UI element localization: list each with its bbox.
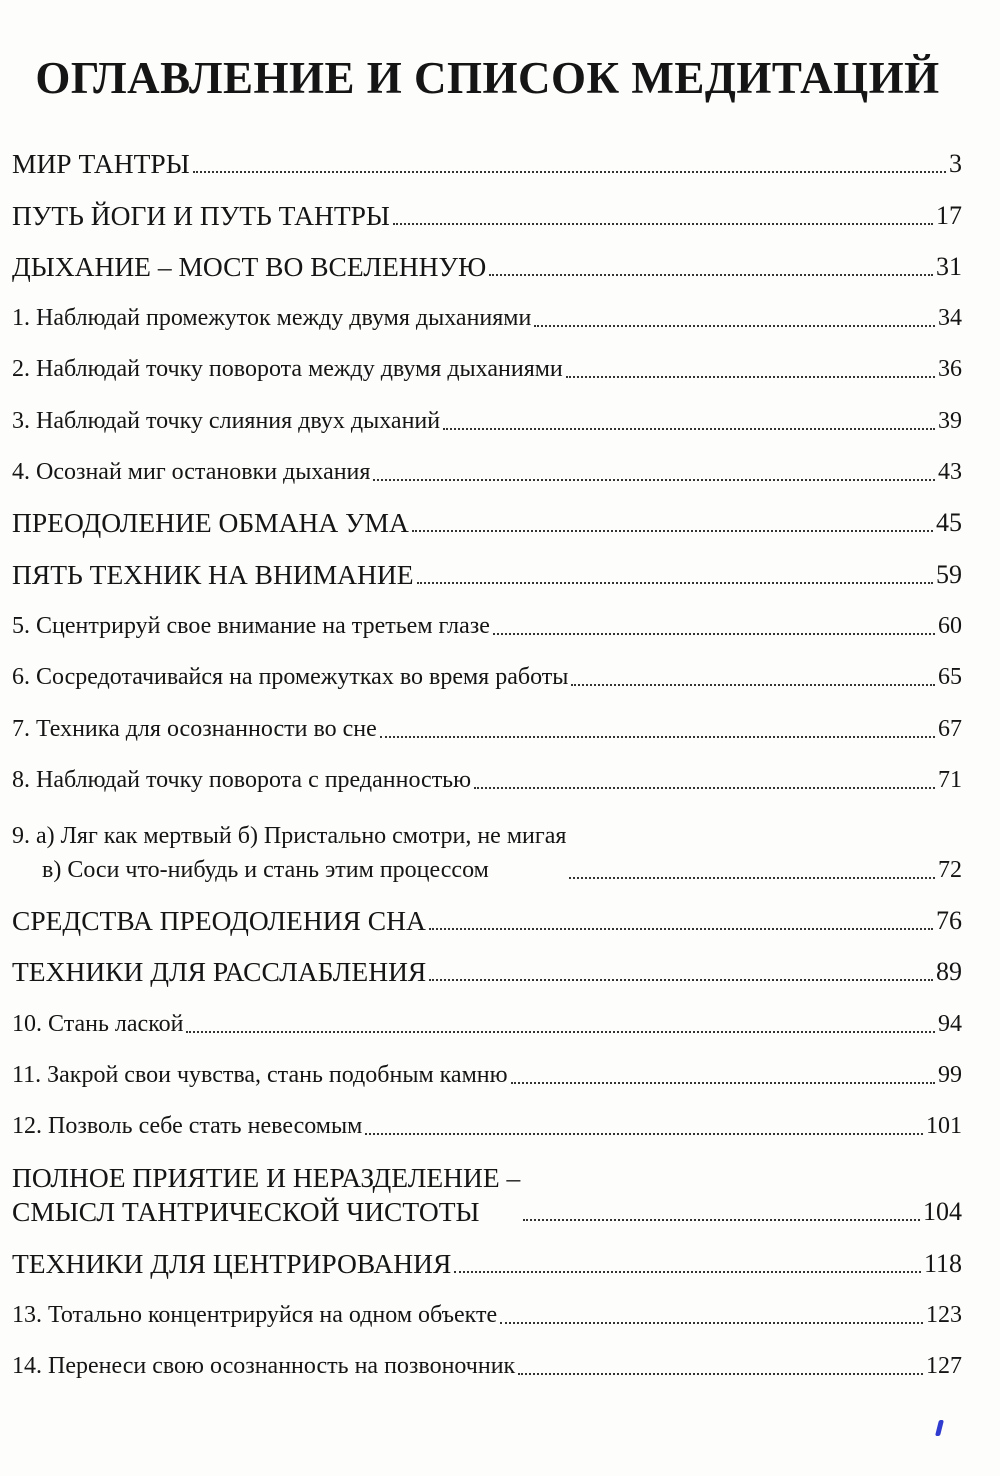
page-number: 76: [936, 906, 962, 936]
entry-title: [12, 1007, 183, 1041]
dot-leader: [571, 684, 935, 686]
entry-title: [12, 506, 409, 540]
page-number: 101: [926, 1113, 962, 1140]
entry-title-line: 6. Сосредотачивайся на промежутках во время работы: [12, 664, 569, 691]
entry-title-line: 7. Техника для осознанности во сне: [12, 715, 377, 742]
toc-meditation-entry[interactable]: [12, 1102, 962, 1153]
entry-title: [12, 1058, 508, 1092]
dot-leader: [454, 1271, 921, 1273]
entry-title-line: 14. Перенеси свою осознанность на позвоночник: [12, 1353, 516, 1380]
toc-meditation-entry[interactable]: [12, 448, 962, 499]
toc-meditation-entry[interactable]: [12, 999, 962, 1050]
pen-mark: [935, 1420, 944, 1436]
entry-title: [12, 558, 414, 592]
dot-leader: [489, 274, 933, 276]
page-number: 3: [949, 149, 962, 179]
page-number: 72: [938, 856, 962, 883]
entry-title: [12, 199, 390, 233]
page-number: 39: [938, 407, 962, 434]
dot-leader: [493, 633, 935, 635]
page-number: 94: [938, 1010, 962, 1037]
entry-title: [12, 609, 490, 643]
dot-leader: [566, 376, 935, 378]
page-number: 65: [938, 664, 962, 691]
toc-meditation-entry[interactable]: [12, 1291, 962, 1342]
entry-title: [12, 763, 471, 797]
page-number: 123: [926, 1301, 962, 1328]
dot-leader: [417, 582, 933, 584]
entry-title-line: в) Соси что-нибудь и стань этим процессом: [42, 856, 489, 883]
page-number: 43: [938, 459, 962, 486]
dot-leader: [500, 1322, 923, 1324]
entry-title-line: ПОЛНОЕ ПРИЯТИЕ И НЕРАЗДЕЛЕНИЕ –: [12, 1162, 521, 1194]
toc-section-entry[interactable]: [12, 948, 962, 999]
entry-title-line: 2. Наблюдай точку поворота между двумя дыханиями: [12, 356, 563, 383]
toc-meditation-entry[interactable]: [12, 396, 962, 447]
entry-title-line: 3. Наблюдай точку слияния двух дыханий: [12, 407, 441, 434]
entry-title-line: СМЫСЛ ТАНТРИЧЕСКОЙ ЧИСТОТЫ: [12, 1196, 480, 1228]
entry-title: [12, 1109, 362, 1143]
page-number: 60: [938, 612, 962, 639]
page-number: 34: [938, 305, 962, 332]
entry-title-line: ДЫХАНИЕ – МОСТ ВО ВСЕЛЕННУЮ: [12, 250, 487, 282]
dot-leader: [429, 928, 933, 930]
entry-title: [12, 660, 568, 694]
entry-title-line: 8. Наблюдай точку поворота с преданностью: [12, 766, 472, 793]
entry-title-line: 1. Наблюдай промежуток между двумя дыханиями: [12, 305, 532, 332]
dot-leader: [412, 530, 933, 532]
toc-section-entry[interactable]: [12, 191, 962, 242]
page-number: 45: [936, 508, 962, 538]
page-number: 17: [936, 200, 962, 230]
page-number: 31: [936, 251, 962, 281]
dot-leader: [365, 1133, 923, 1135]
entry-title-line: 11. Закрой свои чувства, стань подобным камню: [12, 1062, 508, 1089]
toc-section-entry[interactable]: [12, 897, 962, 948]
toc-meditation-entry[interactable]: [12, 1051, 962, 1102]
entry-title-line: 9. а) Ляг как мертвый б) Пристально смотри, не мигая: [12, 822, 567, 849]
toc-meditation-entry[interactable]: [12, 294, 962, 345]
toc-section-entry[interactable]: [12, 550, 962, 601]
page-number: 59: [936, 559, 962, 589]
entry-title: [12, 455, 370, 489]
entry-title: [12, 1161, 520, 1229]
toc-section-entry[interactable]: [12, 140, 962, 191]
page-number: 99: [938, 1062, 962, 1089]
page-number: 104: [923, 1197, 962, 1227]
table-of-contents: [12, 140, 962, 1393]
entry-title: [12, 1298, 497, 1332]
entry-title-line: ПРЕОДОЛЕНИЕ ОБМАНА УМА: [12, 507, 409, 539]
dot-leader: [380, 736, 935, 738]
entry-title-line: 12. Позволь себе стать невесомым: [12, 1113, 363, 1140]
entry-title: [12, 352, 563, 386]
toc-meditation-entry[interactable]: [12, 345, 962, 396]
toc-meditation-entry[interactable]: [12, 602, 962, 653]
dot-leader: [511, 1082, 935, 1084]
dot-leader: [518, 1373, 923, 1375]
toc-section-entry[interactable]: [12, 243, 962, 294]
entry-title: [12, 712, 377, 746]
page-number: 127: [926, 1353, 962, 1380]
entry-title-line: 13. Тотально концентрируйся на одном объекте: [12, 1301, 498, 1328]
toc-meditation-entry[interactable]: [12, 704, 962, 755]
entry-title-line: 4. Осознай миг остановки дыхания: [12, 459, 371, 486]
entry-title: [12, 955, 426, 989]
page-number: 36: [938, 356, 962, 383]
page-number: 118: [923, 1248, 962, 1278]
entry-title-line: СРЕДСТВА ПРЕОДОЛЕНИЯ СНА: [12, 905, 426, 937]
entry-title: [12, 1247, 451, 1281]
dot-leader: [373, 479, 935, 481]
toc-section-entry[interactable]: [12, 1239, 962, 1290]
entry-title-line: МИР ТАНТРЫ: [12, 148, 190, 180]
dot-leader: [523, 1219, 920, 1221]
dot-leader: [474, 787, 935, 789]
page-number: 89: [936, 957, 962, 987]
toc-meditation-entry[interactable]: [12, 807, 962, 897]
entry-title: [12, 147, 190, 181]
toc-section-entry[interactable]: [12, 1153, 962, 1239]
entry-title: [12, 404, 440, 438]
entry-title: [12, 1349, 515, 1383]
toc-section-entry[interactable]: [12, 499, 962, 550]
dot-leader: [193, 171, 946, 173]
entry-title: [12, 904, 426, 938]
entry-title-line: ПЯТЬ ТЕХНИК НА ВНИМАНИЕ: [12, 558, 414, 590]
entry-title-line: ПУТЬ ЙОГИ И ПУТЬ ТАНТРЫ: [12, 199, 390, 231]
dot-leader: [534, 325, 935, 327]
toc-meditation-entry[interactable]: [12, 1342, 962, 1393]
toc-meditation-entry[interactable]: [12, 653, 962, 704]
entry-title-line: 5. Сцентрируй свое внимание на третьем глазе: [12, 612, 490, 639]
entry-title: [12, 250, 486, 284]
page-number: 71: [938, 766, 962, 793]
page-number: 67: [938, 715, 962, 742]
page-title: ОГЛАВЛЕНИЕ И СПИСОК МЕДИТАЦИЙ: [35, 53, 940, 103]
dot-leader: [443, 428, 935, 430]
toc-meditation-entry[interactable]: [12, 756, 962, 807]
entry-title-line: ТЕХНИКИ ДЛЯ РАССЛАБЛЕНИЯ: [12, 956, 427, 988]
entry-title-line: ТЕХНИКИ ДЛЯ ЦЕНТРИРОВАНИЯ: [12, 1247, 452, 1279]
dot-leader: [569, 877, 935, 879]
dot-leader: [186, 1031, 935, 1033]
dot-leader: [393, 223, 933, 225]
dot-leader: [429, 979, 933, 981]
entry-title-line: 10. Стань лаской: [12, 1010, 184, 1037]
entry-title: [12, 819, 566, 887]
entry-title: [12, 301, 531, 335]
